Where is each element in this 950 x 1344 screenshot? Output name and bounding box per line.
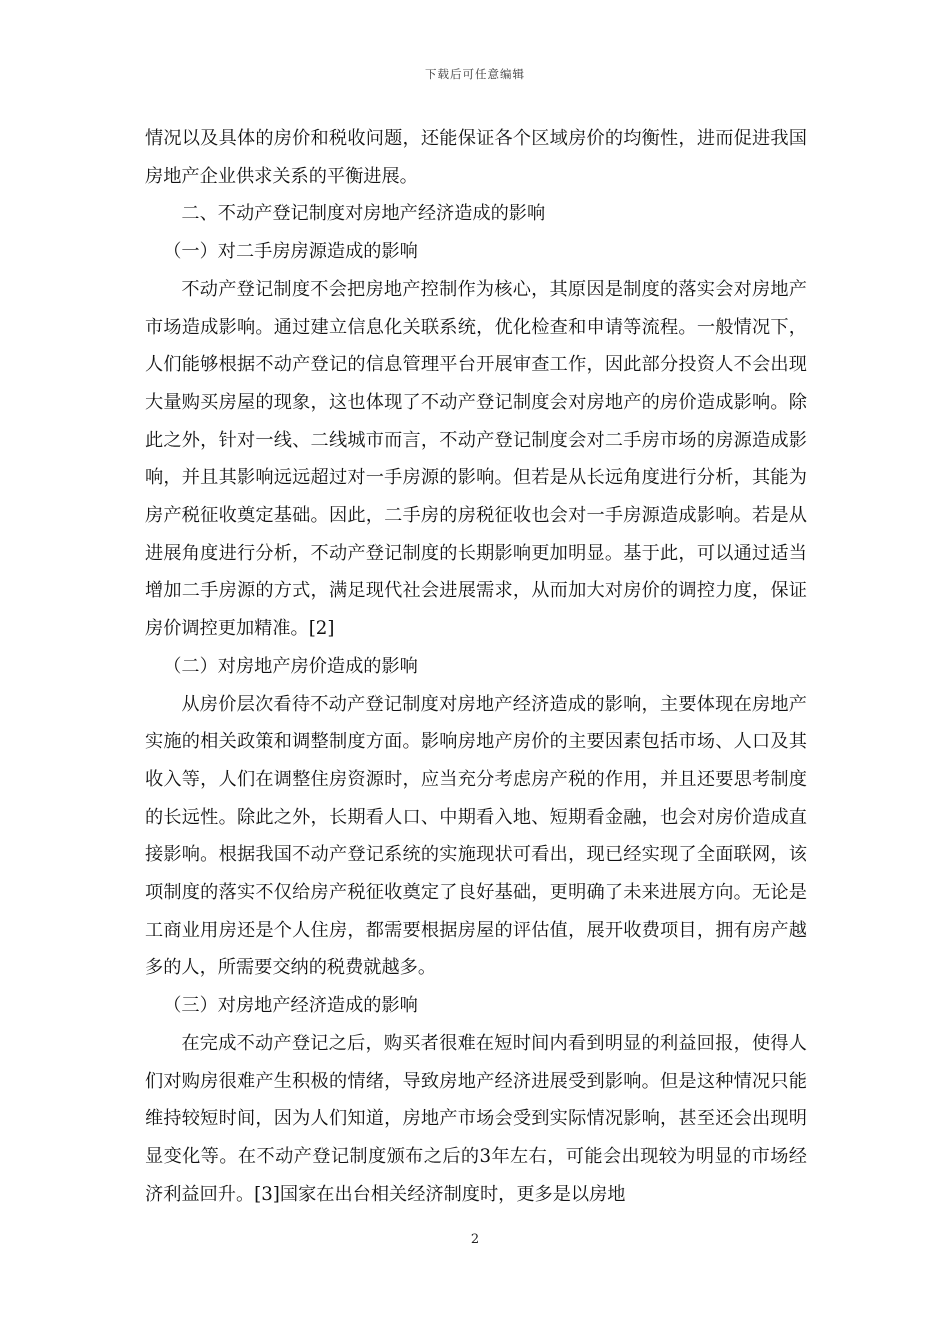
subsection-heading-1: （一）对二手房房源造成的影响 [163, 241, 418, 263]
document-body [145, 120, 807, 1213]
paragraph-section-1: 不动产登记制度不会把房地产控制作为核心，其原因是制度的落实会对房地产市场造成影响。通过建立信息化关联系统，优化检查和申请等流程。一般情况下，人们能够根据不动产登记的信息管理平台开展审查工作，因此部分投资人不会出现大量购买房屋的现象，这也体现了不动产登记制度会对房地产的房价造成影响。除此之外，针对一线、二线城市而言，不动产登记制度会对二手房市场的房源造成影响，并且其影响远远超过对一手房源的影响。但若是从长远角度进行分析，其能为房产税征收奠定基础。因此，二手房的房税征收也会对一手房源造成影响。若是从进展角度进行分析，不动产登记制度的长期影响更加明显。基于此，可以通过适当增加二手房源的方式，满足现代社会进展需求，从而加大对房价的调控力度，保证房价调控更加精准。[2] [145, 278, 807, 640]
paragraph-section-2: 从房价层次看待不动产登记制度对房地产经济造成的影响，主要体现在房地产实施的相关政策和调整制度方面。影响房地产房价的主要因素包括市场、人口及其收入等，人们在调整住房资源时，应当充分考虑房产税的作用，并且还要思考制度的长远性。除此之外，长期看人口、中期看入地、短期看金融，也会对房价造成直接影响。根据我国不动产登记系统的实施现状可看出，现已经实现了全面联网，该项制度的落实不仅给房产税征收奠定了良好基础，更明确了未来进展方向。无论是工商业用房还是个人住房，都需要根据房屋的评估值，展开收费项目，拥有房产越多的人，所需要交纳的税费就越多。 [145, 693, 807, 979]
subsection-heading-2: （二）对房地产房价造成的影响 [163, 655, 418, 677]
section-heading: 二、不动产登记制度对房地产经济造成的影响 [181, 203, 546, 225]
page-number: 2 [470, 1232, 480, 1247]
page-header: 下载后可任意编辑 [425, 67, 525, 81]
subsection-heading-3: （三）对房地产经济造成的影响 [163, 995, 418, 1017]
paragraph-continuation: 情况以及具体的房价和税收问题，还能保证各个区域房价的均衡性，进而促进我国房地产企业供求关系的平衡进展。 [145, 128, 807, 187]
paragraph-section-3: 在完成不动产登记之后，购买者很难在短时间内看到明显的利益回报，使得人们对购房很难产生积极的情绪，导致房地产经济进展受到影响。但是这种情况只能维持较短时间，因为人们知道，房地产市场会受到实际情况影响，甚至还会出现明显变化等。在不动产登记制度颁布之后的3年左右，可能会出现较为明显的市场经济利益回升。[3]国家在出台相关经济制度时，更多是以房地 [145, 1032, 807, 1205]
